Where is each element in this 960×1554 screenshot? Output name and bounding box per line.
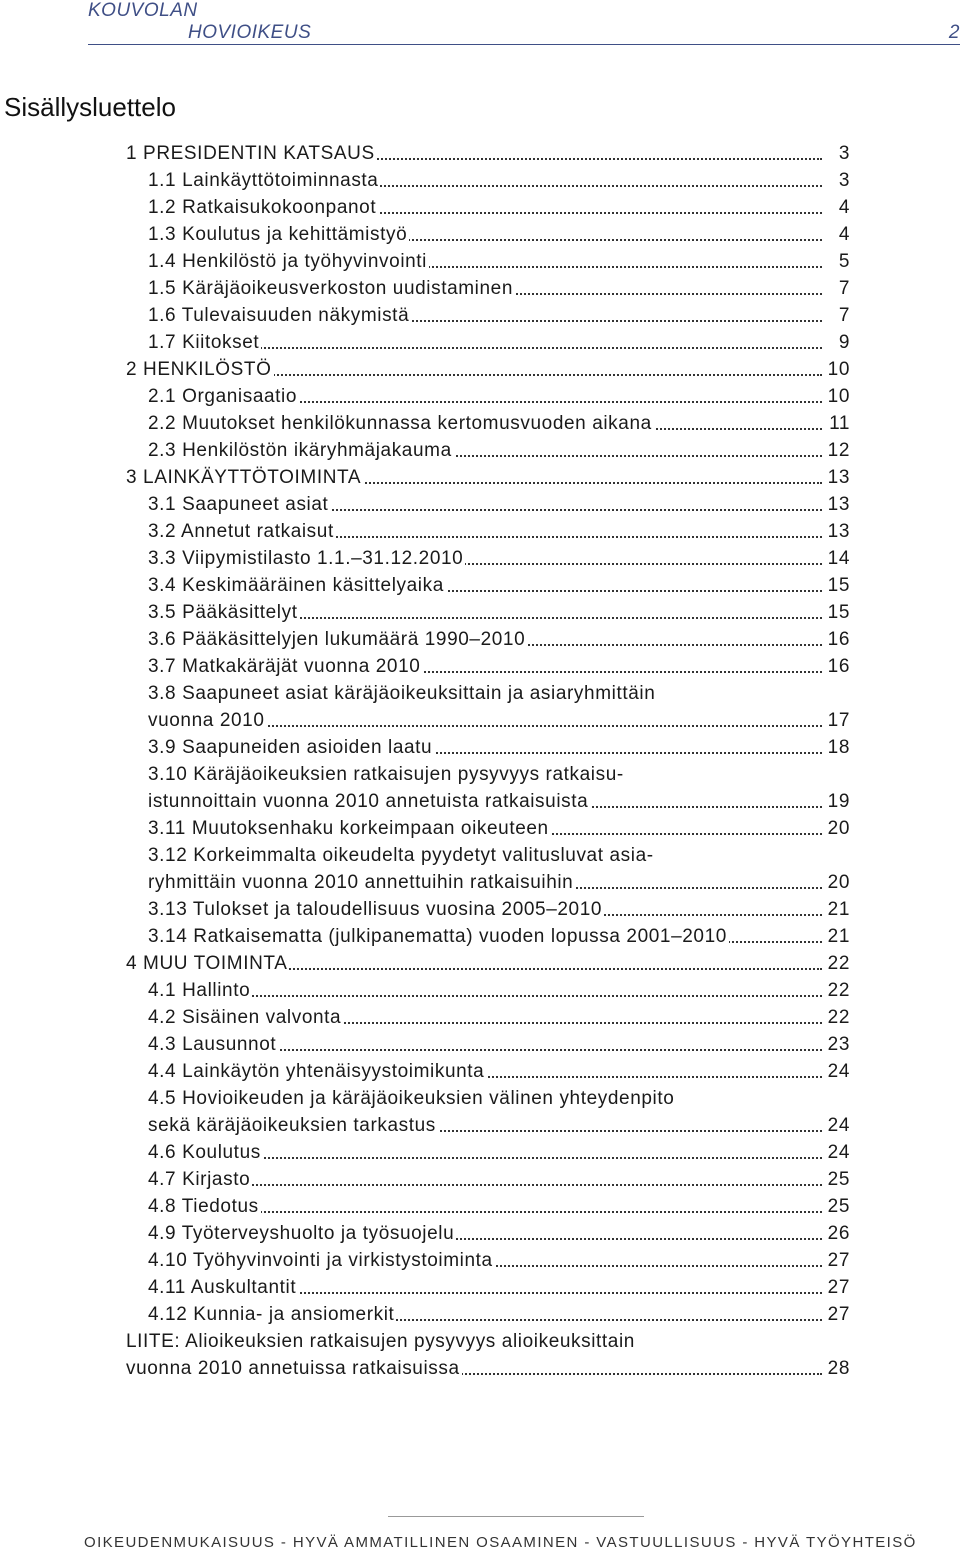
toc-entry-page: 17 <box>822 707 850 734</box>
toc-entry-title: 3.1 Saapuneet asiat <box>148 494 329 515</box>
page-title: Sisällysluettelo <box>4 92 176 122</box>
toc-entry[interactable] <box>148 1139 850 1166</box>
toc-entry-page: 4 <box>822 194 850 221</box>
toc-entry[interactable] <box>148 491 850 518</box>
toc-entry[interactable] <box>126 1328 850 1355</box>
header-court: HOVIOIKEUS <box>188 22 312 43</box>
toc-entry-page: 15 <box>822 599 850 626</box>
toc-entry[interactable] <box>148 761 850 788</box>
toc-entry-page: 23 <box>822 1031 850 1058</box>
toc-entry[interactable] <box>148 275 850 302</box>
toc-entry-page: 27 <box>822 1301 850 1328</box>
toc-entry-page: 26 <box>822 1220 850 1247</box>
toc-entry-page: 16 <box>822 653 850 680</box>
toc-entry-title: 1.1 Lainkäyttötoiminnasta <box>148 170 379 191</box>
toc-entry-page: 12 <box>822 437 850 464</box>
toc-entry[interactable] <box>148 599 850 626</box>
toc-entry-title: 4.8 Tiedotus <box>148 1196 259 1217</box>
toc-entry-page: 24 <box>822 1139 850 1166</box>
footer-rule <box>388 1516 644 1517</box>
toc-entry-title: 4.12 Kunnia- ja ansiomerkit <box>148 1304 395 1325</box>
toc-entry-title: 4.5 Hovioikeuden ja käräjäoikeuksien välinen yhteydenpito <box>148 1088 675 1109</box>
toc-entry-page: 27 <box>822 1274 850 1301</box>
toc-entry[interactable] <box>148 167 850 194</box>
toc-entry-title: 3.6 Pääkäsittelyjen lukumäärä 1990–2010 <box>148 629 526 650</box>
footer-motto: OIKEUDENMUKAISUUS - HYVÄ AMMATILLINEN OSAAMINEN - VASTUULLISUUS - HYVÄ TYÖYHTEISÖ <box>84 1534 917 1551</box>
toc-entry-page: 4 <box>822 221 850 248</box>
toc-entry[interactable] <box>148 896 850 923</box>
toc-entry[interactable] <box>148 518 850 545</box>
toc-entry-title: 4.3 Lausunnot <box>148 1034 277 1055</box>
toc-entry-title: 4.6 Koulutus <box>148 1142 261 1163</box>
toc-entry-title: 3.13 Tulokset ja taloudellisuus vuosina 2005–2010 <box>148 899 603 920</box>
toc-entry-page: 20 <box>822 869 850 896</box>
toc-entry-page: 25 <box>822 1193 850 1220</box>
toc-entry-title: 4.9 Työterveyshuolto ja työsuojelu <box>148 1223 455 1244</box>
toc-entry[interactable] <box>126 356 850 383</box>
toc-entry-page: 25 <box>822 1166 850 1193</box>
toc-entry-page: 3 <box>822 140 850 167</box>
toc-entry[interactable] <box>148 707 850 734</box>
toc-entry[interactable] <box>148 1085 850 1112</box>
toc-entry[interactable] <box>126 1355 850 1382</box>
toc-entry[interactable] <box>148 626 850 653</box>
toc-entry-title: 3 LAINKÄYTTÖTOIMINTA <box>126 467 362 488</box>
toc-entry-title: 3.4 Keskimääräinen käsittelyaika <box>148 575 444 596</box>
toc-entry-title: 2.2 Muutokset henkilökunnassa kertomusvuoden aikana <box>148 413 652 434</box>
toc-entry[interactable] <box>148 680 850 707</box>
toc-entry-page: 11 <box>822 410 850 437</box>
toc-entry-title: 3.12 Korkeimmalta oikeudelta pyydetyt valitusluvat asia- <box>148 845 654 866</box>
toc-entry-title: 3.9 Saapuneiden asioiden laatu <box>148 737 433 758</box>
toc-entry-page: 16 <box>822 626 850 653</box>
toc-entry-title: 1.2 Ratkaisukokoonpanot <box>148 197 377 218</box>
toc-entry-page: 24 <box>822 1112 850 1139</box>
toc-entry[interactable] <box>148 842 850 869</box>
toc-entry[interactable] <box>148 1166 850 1193</box>
toc-entry-title: sekä käräjäoikeuksien tarkastus <box>148 1115 436 1136</box>
toc-entry-title: 4.1 Hallinto <box>148 980 251 1001</box>
toc-entry[interactable] <box>148 572 850 599</box>
toc-entry-page: 24 <box>822 1058 850 1085</box>
toc-entry-page: 21 <box>822 896 850 923</box>
toc-entry-page: 20 <box>822 815 850 842</box>
toc-entry[interactable] <box>148 1031 850 1058</box>
toc-entry-title: 3.8 Saapuneet asiat käräjäoikeuksittain ja asiaryhmittäin <box>148 683 656 704</box>
toc-entry-title: 1.3 Koulutus ja kehittämistyö <box>148 224 408 245</box>
toc-entry-page: 7 <box>822 275 850 302</box>
toc-entry-title: 1.7 Kiitokset <box>148 332 260 353</box>
toc-entry[interactable] <box>148 1112 850 1139</box>
toc-entry[interactable] <box>148 815 850 842</box>
toc-entry[interactable] <box>148 437 850 464</box>
header-org: KOUVOLAN <box>88 0 198 21</box>
toc-entry-page: 22 <box>822 977 850 1004</box>
toc-entry-page: 15 <box>822 572 850 599</box>
toc-entry-page: 13 <box>822 464 850 491</box>
toc-entry-title: 1 PRESIDENTIN KATSAUS <box>126 143 375 164</box>
toc-entry-page: 19 <box>822 788 850 815</box>
toc-entry-title: LIITE: Alioikeuksien ratkaisujen pysyvyys alioikeuksittain <box>126 1331 635 1352</box>
toc-entry[interactable] <box>148 1274 850 1301</box>
toc-entry[interactable] <box>148 221 850 248</box>
toc-entry[interactable] <box>126 140 850 167</box>
toc-entry[interactable] <box>148 1058 850 1085</box>
toc-entry-title: 4 MUU TOIMINTA <box>126 953 288 974</box>
toc-entry-title: 4.4 Lainkäytön yhtenäisyystoimikunta <box>148 1061 485 1082</box>
toc-entry-title: 4.7 Kirjasto <box>148 1169 251 1190</box>
toc-entry[interactable] <box>148 1220 850 1247</box>
toc-entry-page: 27 <box>822 1247 850 1274</box>
toc-entry[interactable] <box>148 788 850 815</box>
toc-entry-title: 1.5 Käräjäoikeusverkoston uudistaminen <box>148 278 514 299</box>
header-page-number: 2 <box>948 22 960 43</box>
toc-entry[interactable] <box>148 1301 850 1328</box>
toc-entry[interactable] <box>148 1247 850 1274</box>
toc-entry-page: 21 <box>822 923 850 950</box>
toc-entry-title: 2.3 Henkilöstön ikäryhmäjakauma <box>148 440 452 461</box>
toc-entry[interactable] <box>148 1193 850 1220</box>
toc-entry-title: vuonna 2010 <box>148 710 265 731</box>
toc-entry[interactable] <box>148 410 850 437</box>
toc-entry[interactable] <box>148 194 850 221</box>
toc-entry-title: ryhmittäin vuonna 2010 annettuihin ratkaisuihin <box>148 872 574 893</box>
toc-entry-title: 1.4 Henkilöstö ja työhyvinvointi <box>148 251 428 272</box>
header-rule <box>88 44 960 45</box>
toc-entry[interactable] <box>148 545 850 572</box>
page-header <box>88 0 960 42</box>
toc-entry-page: 3 <box>822 167 850 194</box>
toc-entry-title: istunnoittain vuonna 2010 annetuista ratkaisuista <box>148 791 589 812</box>
toc-entry-page: 10 <box>822 356 850 383</box>
toc-entry-page: 14 <box>822 545 850 572</box>
toc-entry-title: 4.11 Auskultantit <box>148 1277 297 1298</box>
toc-entry[interactable] <box>126 950 850 977</box>
toc-entry-title: 3.11 Muutoksenhaku korkeimpaan oikeuteen <box>148 818 549 839</box>
toc-entry[interactable] <box>148 383 850 410</box>
toc-entry-title: 1.6 Tulevaisuuden näkymistä <box>148 305 410 326</box>
toc-entry-title: 3.3 Viipymistilasto 1.1.–31.12.2010 <box>148 548 464 569</box>
toc-entry[interactable] <box>148 977 850 1004</box>
toc-entry-title: 3.14 Ratkaisematta (julkipanematta) vuoden lopussa 2001–2010 <box>148 926 727 947</box>
toc-entry-page: 18 <box>822 734 850 761</box>
table-of-contents <box>126 140 850 1382</box>
toc-entry[interactable] <box>148 923 850 950</box>
toc-entry-page: 13 <box>822 491 850 518</box>
toc-entry-page: 22 <box>822 950 850 977</box>
toc-entry[interactable] <box>148 329 850 356</box>
toc-entry-title: 3.2 Annetut ratkaisut <box>148 521 334 542</box>
toc-entry-page: 5 <box>822 248 850 275</box>
toc-entry-page: 13 <box>822 518 850 545</box>
toc-entry-title: 2 HENKILÖSTÖ <box>126 359 272 380</box>
toc-entry-title: 2.1 Organisaatio <box>148 386 298 407</box>
toc-entry[interactable] <box>148 248 850 275</box>
toc-entry-title: 3.10 Käräjäoikeuksien ratkaisujen pysyvyys ratkaisu- <box>148 764 624 785</box>
toc-entry[interactable] <box>148 302 850 329</box>
toc-entry[interactable] <box>148 653 850 680</box>
toc-entry-title: 4.10 Työhyvinvointi ja virkistystoiminta <box>148 1250 493 1271</box>
toc-entry-page: 9 <box>822 329 850 356</box>
toc-entry[interactable] <box>148 869 850 896</box>
toc-entry[interactable] <box>148 1004 850 1031</box>
toc-entry-page: 22 <box>822 1004 850 1031</box>
toc-entry-page: 28 <box>822 1355 850 1382</box>
toc-entry-page: 10 <box>822 383 850 410</box>
toc-entry-title: 4.2 Sisäinen valvonta <box>148 1007 342 1028</box>
toc-entry[interactable] <box>126 464 850 491</box>
toc-entry[interactable] <box>148 734 850 761</box>
toc-entry-title: 3.7 Matkakäräjät vuonna 2010 <box>148 656 421 677</box>
toc-entry-title: 3.5 Pääkäsittelyt <box>148 602 298 623</box>
toc-entry-page: 7 <box>822 302 850 329</box>
toc-entry-title: vuonna 2010 annetuissa ratkaisuissa <box>126 1358 460 1379</box>
